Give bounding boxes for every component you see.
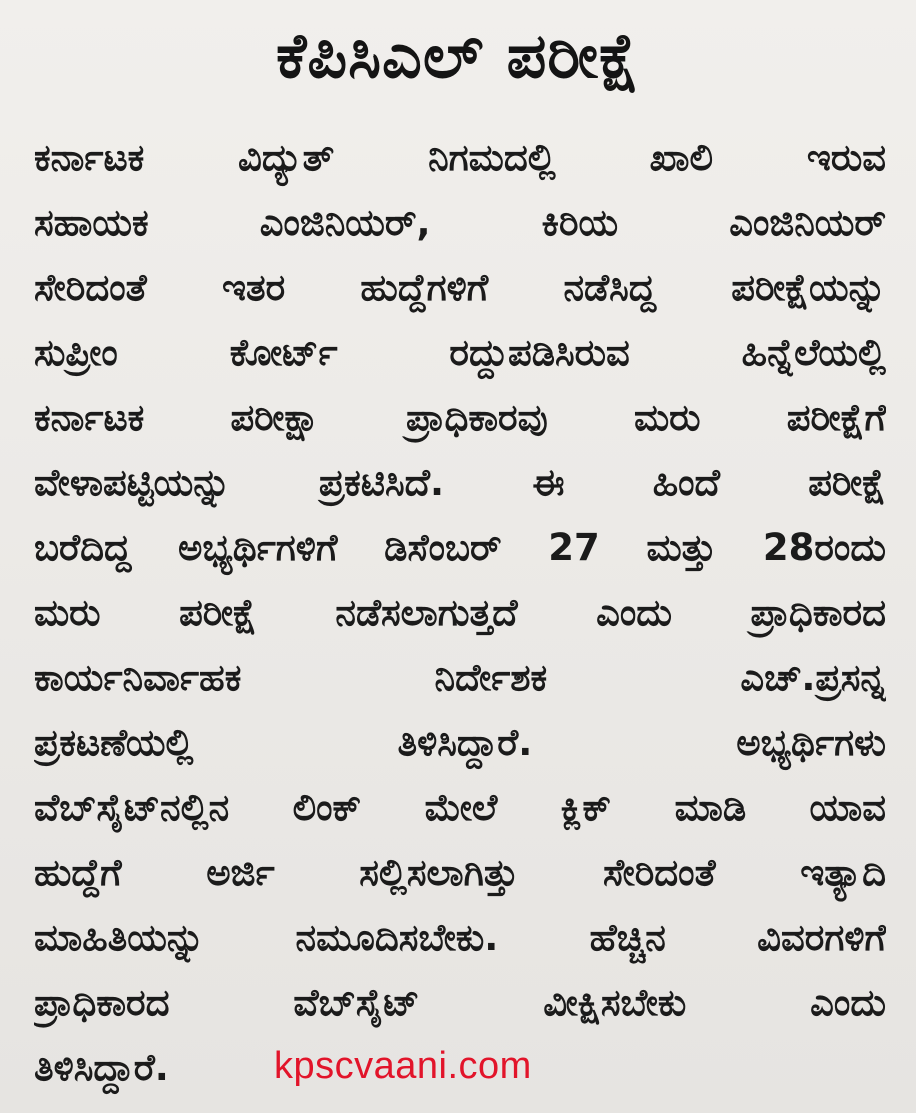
article-line: ಸೇರಿದಂತೆ ಇತರ ಹುದ್ದೆಗಳಿಗೆ ನಡೆಸಿದ್ದ ಪರೀಕ್ಷೆಯನ್ನು (34, 266, 886, 309)
article-line: ಸುಪ್ರೀಂ ಕೋರ್ಟ್ ರದ್ದುಪಡಿಸಿರುವ ಹಿನ್ನೆಲೆಯಲ್ಲಿ (34, 331, 886, 374)
watermark-text: kpscvaani.com (274, 1045, 532, 1087)
article-line: ಕರ್ನಾಟಕ ಪರೀಕ್ಷಾ ಪ್ರಾಧಿಕಾರವು ಮರು ಪರೀಕ್ಷೆಗೆ (34, 396, 886, 439)
article-line: ಮಾಹಿತಿಯನ್ನು ನಮೂದಿಸಬೇಕು. ಹೆಚ್ಚಿನ ವಿವರಗಳಿಗೆ (34, 916, 886, 959)
article-line: ತಿಳಿಸಿದ್ದಾರೆ. (34, 1046, 169, 1089)
article-body (34, 125, 886, 1100)
article-line: ವೆಬ್‌ಸೈಟ್‌ನಲ್ಲಿನ ಲಿಂಕ್ ಮೇಲೆ ಕ್ಲಿಕ್ ಮಾಡಿ ಯಾವ (34, 786, 886, 829)
article-headline: ಕೆಪಿಸಿಎಲ್ ಪರೀಕ್ಷೆ (275, 19, 641, 92)
article-line: ಮರು ಪರೀಕ್ಷೆ ನಡೆಸಲಾಗುತ್ತದೆ ಎಂದು ಪ್ರಾಧಿಕಾರದ (34, 591, 886, 634)
article-line: ವೇಳಾಪಟ್ಟಿಯನ್ನು ಪ್ರಕಟಿಸಿದೆ. ಈ ಹಿಂದೆ ಪರೀಕ್ಷೆ (34, 461, 886, 504)
article-line: ಪ್ರಕಟಣೆಯಲ್ಲಿ ತಿಳಿಸಿದ್ದಾರೆ. ಅಭ್ಯರ್ಥಿಗಳು (34, 721, 886, 764)
article-line: ಕರ್ನಾಟಕ ವಿದ್ಯುತ್ ನಿಗಮದಲ್ಲಿ ಖಾಲಿ ಇರುವ (34, 136, 886, 179)
article-line: ಹುದ್ದೆಗೆ ಅರ್ಜಿ ಸಲ್ಲಿಸಲಾಗಿತ್ತು ಸೇರಿದಂತೆ ಇತ್ಯಾದಿ (34, 851, 886, 894)
article-line: ಪ್ರಾಧಿಕಾರದ ವೆಬ್‌ಸೈಟ್ ವೀಕ್ಷಿಸಬೇಕು ಎಂದು (34, 981, 886, 1024)
article-line: ಬರೆದಿದ್ದ ಅಭ್ಯರ್ಥಿಗಳಿಗೆ ಡಿಸೆಂಬರ್ 27 ಮತ್ತು 28ರಂದು (34, 526, 886, 569)
article-line: ಸಹಾಯಕ ಎಂಜಿನಿಯರ್, ಕಿರಿಯ ಎಂಜಿನಿಯರ್ (34, 201, 886, 244)
article-line: ಕಾರ್ಯನಿರ್ವಾಹಕ ನಿರ್ದೇಶಕ ಎಚ್.ಪ್ರಸನ್ನ (34, 656, 886, 699)
